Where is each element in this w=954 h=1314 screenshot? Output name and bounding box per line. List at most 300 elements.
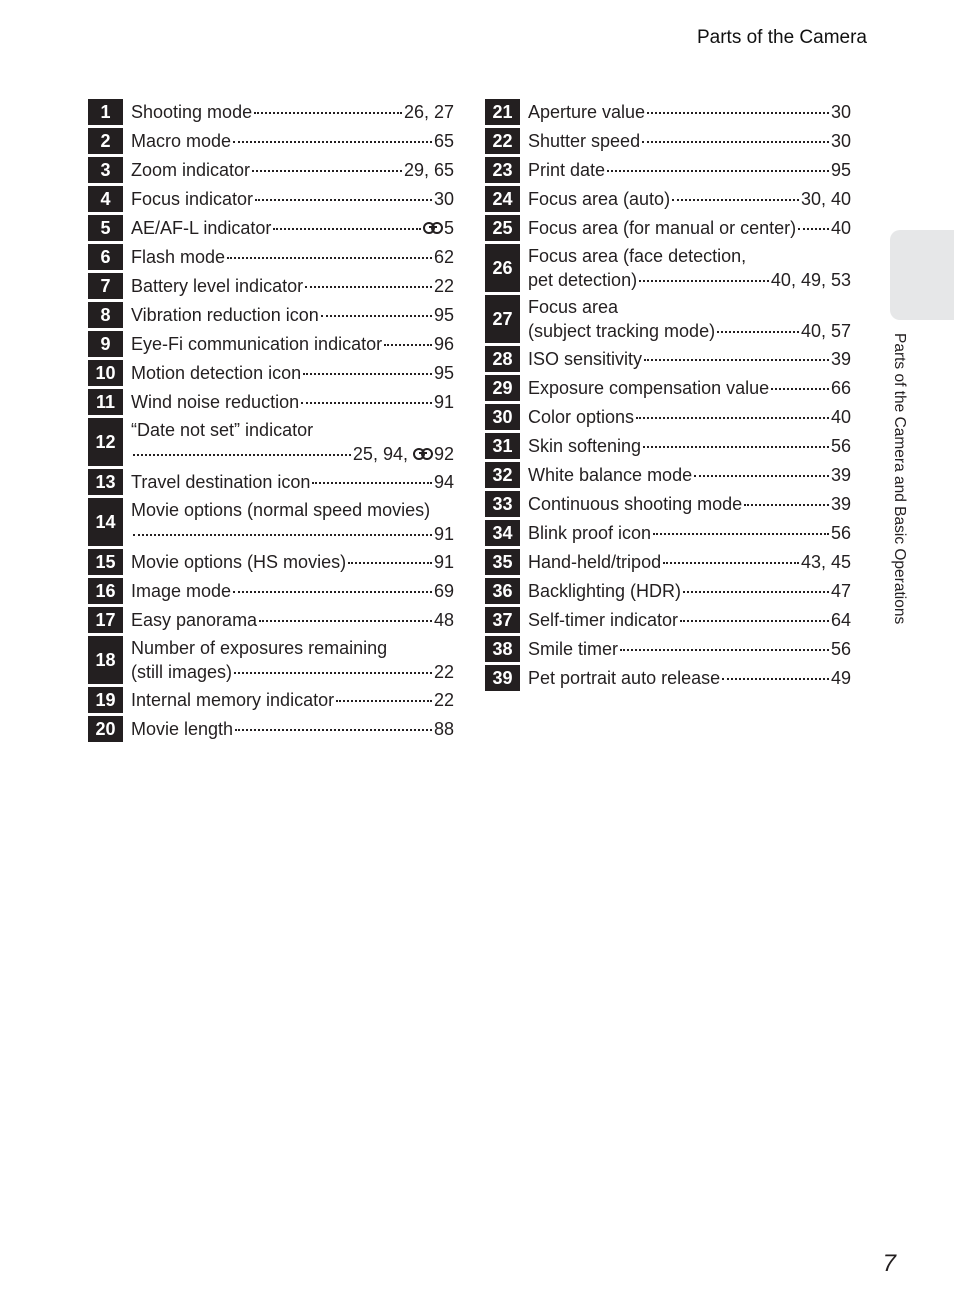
legend-item [88,716,454,742]
item-number-badge: 38 [485,636,520,662]
dot-leader [642,141,829,143]
item-number-badge: 16 [88,578,123,604]
page-numbers: 66 [830,378,851,398]
item-number-badge: 10 [88,360,123,386]
page-reference [831,100,851,124]
item-label: Flash mode [131,247,226,267]
item-entry [131,128,454,154]
page-reference [801,319,851,343]
item-entry [131,578,454,604]
dot-leader [235,729,432,731]
item-label: Shooting mode [131,102,253,122]
item-label: Movie options (HS movies) [131,552,347,572]
legend-item [88,636,454,684]
entry-line [131,579,454,603]
item-label: Image mode [131,581,232,601]
page-numbers: 88 [433,719,454,739]
dot-leader [722,678,829,680]
legend-item [88,687,454,713]
legend-item [88,215,454,241]
page-numbers: 22 [433,276,454,296]
item-label: Print date [528,160,606,180]
dot-leader [694,475,829,477]
item-number-badge: 9 [88,331,123,357]
page-reference [831,216,851,240]
entry-line [131,158,454,182]
item-number-badge: 1 [88,99,123,125]
item-number-badge: 23 [485,157,520,183]
legend-item [485,491,851,517]
entry-line [528,158,851,182]
item-entry [131,273,454,299]
legend-item [485,99,851,125]
legend-item [88,498,454,546]
dot-leader [636,417,829,419]
item-number-badge: 33 [485,491,520,517]
entry-line [131,717,454,741]
page-numbers: 95 [433,305,454,325]
page-numbers: 40 [830,218,851,238]
item-number-badge: 26 [485,244,520,292]
item-entry [528,636,851,662]
page-reference [771,268,851,292]
dot-leader [672,199,799,201]
page-numbers: 62 [433,247,454,267]
item-label: Macro mode [131,131,232,151]
entry-line [528,405,851,429]
dot-leader [644,359,829,361]
page-reference [831,579,851,603]
entry-line [131,550,454,574]
page-reference [831,521,851,545]
page-reference [801,187,851,211]
legend-item [88,360,454,386]
entry-line [528,608,851,632]
dot-leader [233,591,432,593]
item-number-badge: 32 [485,462,520,488]
page-reference [434,332,454,356]
item-entry [528,578,851,604]
dot-leader [255,199,432,201]
dot-leader [312,482,432,484]
item-entry [528,295,851,343]
page-reference [353,442,454,466]
legend-item [485,128,851,154]
item-label: Backlighting (HDR) [528,581,682,601]
side-tab-label: Parts of the Camera and Basic Operations [891,333,908,625]
legend-item [88,186,454,212]
item-label: Self-timer indicator [528,610,679,630]
item-label: Pet portrait auto release [528,668,721,688]
legend-item [88,157,454,183]
dot-leader [233,141,432,143]
legend-item [485,186,851,212]
item-label: Internal memory indicator [131,690,335,710]
entry-line [528,347,851,371]
item-entry [528,549,851,575]
dot-leader [273,228,421,230]
dot-leader [348,562,432,564]
entry-line [131,390,454,414]
item-number-badge: 36 [485,578,520,604]
page-reference [801,550,851,574]
page-numbers: 56 [830,523,851,543]
page-reference [434,717,454,741]
page-numbers: 30 [433,189,454,209]
legend-item [88,607,454,633]
page-numbers: 26, 27 [403,102,454,122]
item-label: Blink proof icon [528,523,652,543]
item-entry [528,462,851,488]
item-number-badge: 18 [88,636,123,684]
legend-item [485,244,851,292]
item-label: Battery level indicator [131,276,304,296]
item-number-badge: 37 [485,607,520,633]
page-numbers: 30 [830,131,851,151]
page-numbers: 39 [830,349,851,369]
legend-item [88,549,454,575]
item-number-badge: 2 [88,128,123,154]
dot-leader [303,373,432,375]
entry-line [131,245,454,269]
dot-leader [252,170,402,172]
dot-leader [336,700,432,702]
item-label: Continuous shooting mode [528,494,743,514]
page-numbers: 49 [830,668,851,688]
item-number-badge: 14 [88,498,123,546]
item-entry [528,99,851,125]
item-number-badge: 24 [485,186,520,212]
item-label: pet detection) [528,270,638,290]
entry-line [131,522,454,546]
item-label: Eye-Fi communication indicator [131,334,383,354]
item-entry [131,389,454,415]
item-number-badge: 8 [88,302,123,328]
page-numbers: 64 [830,610,851,630]
page-numbers: 22 [433,690,454,710]
page-reference [434,129,454,153]
legend-item [485,346,851,372]
item-entry [131,607,454,633]
page-numbers: 91 [433,552,454,572]
item-entry [528,607,851,633]
entry-line [528,637,851,661]
item-number-badge: 34 [485,520,520,546]
dot-leader [620,649,829,651]
entry-line [131,660,454,684]
page-reference [831,434,851,458]
dot-leader [639,280,769,282]
item-entry [131,687,454,713]
dot-leader [227,257,432,259]
item-number-badge: 25 [485,215,520,241]
entry-line [528,244,851,268]
page-reference [434,660,454,684]
entry-line [528,100,851,124]
entry-line [131,418,454,442]
item-entry [528,186,851,212]
page-numbers: 30, 40 [800,189,851,209]
item-number-badge: 13 [88,469,123,495]
item-number-badge: 29 [485,375,520,401]
legend-item [485,433,851,459]
item-number-badge: 39 [485,665,520,691]
legend-item [485,157,851,183]
item-entry [131,99,454,125]
entry-line [528,268,851,292]
entry-line [528,434,851,458]
legend-item [88,389,454,415]
entry-line [131,274,454,298]
item-number-badge: 6 [88,244,123,270]
item-label: Skin softening [528,436,642,456]
page-numbers: 94 [433,472,454,492]
page-reference [434,470,454,494]
page-numbers: 39 [830,494,851,514]
item-number-badge: 5 [88,215,123,241]
item-entry [528,491,851,517]
dot-leader [771,388,829,390]
legend-item [485,404,851,430]
item-label: Focus area (for manual or center) [528,218,797,238]
legend-item [485,375,851,401]
item-number-badge: 17 [88,607,123,633]
item-label: Movie length [131,719,234,739]
item-entry [528,128,851,154]
item-label: (still images) [131,662,233,682]
legend-item [485,462,851,488]
entry-line [131,470,454,494]
item-number-badge: 30 [485,404,520,430]
item-number-badge: 28 [485,346,520,372]
dot-leader [653,533,829,535]
item-label: Focus area [528,297,619,317]
legend-item [485,578,851,604]
page-numbers: 56 [830,436,851,456]
dot-leader [607,170,829,172]
page-reference [434,550,454,574]
page-reference [434,608,454,632]
item-entry [131,469,454,495]
legend-item [485,549,851,575]
item-number-badge: 19 [88,687,123,713]
page-reference [434,579,454,603]
page-reference [434,303,454,327]
reference-icon [413,448,433,460]
page-reference [404,100,454,124]
page-reference [831,129,851,153]
item-entry [528,157,851,183]
entry-line [528,216,851,240]
page-numbers: 40, 57 [800,321,851,341]
item-entry [131,498,454,546]
item-label: Color options [528,407,635,427]
dot-leader [384,344,432,346]
page-numbers: 47 [830,581,851,601]
page-reference [434,274,454,298]
item-entry [528,665,851,691]
dot-leader [663,562,799,564]
legend-item [88,469,454,495]
item-number-badge: 27 [485,295,520,343]
item-number-badge: 7 [88,273,123,299]
item-entry [528,244,851,292]
item-label: Number of exposures remaining [131,638,388,658]
item-number-badge: 35 [485,549,520,575]
page-reference [831,492,851,516]
item-label: Hand-held/tripod [528,552,662,572]
page-reference [404,158,454,182]
page-numbers: 95 [830,160,851,180]
item-entry [131,716,454,742]
item-label: Movie options (normal speed movies) [131,500,431,520]
item-label: Wind noise reduction [131,392,300,412]
entry-line [131,332,454,356]
legend-item [88,244,454,270]
page-reference [831,405,851,429]
legend-item [485,665,851,691]
entry-line [131,216,454,240]
legend-item [88,331,454,357]
item-label: Zoom indicator [131,160,251,180]
page-reference [434,245,454,269]
item-label: Easy panorama [131,610,258,630]
page-reference [434,522,454,546]
page-numbers: 30 [830,102,851,122]
item-label: Motion detection icon [131,363,302,383]
item-label: AE/AF-L indicator [131,218,272,238]
item-entry [131,302,454,328]
item-entry [131,549,454,575]
legend-item [88,578,454,604]
dot-leader [301,402,432,404]
item-number-badge: 3 [88,157,123,183]
dot-leader [259,620,432,622]
entry-line [528,579,851,603]
page-numbers: 43, 45 [800,552,851,572]
entry-line [528,376,851,400]
item-label: White balance mode [528,465,693,485]
side-tab [890,230,954,320]
item-label: Vibration reduction icon [131,305,319,325]
entry-line [131,303,454,327]
item-number-badge: 15 [88,549,123,575]
legend-item [485,215,851,241]
legend-item [485,295,851,343]
legend-item [88,128,454,154]
entry-line [131,187,454,211]
dot-leader [647,112,829,114]
page-numbers: 40, 49, 53 [770,270,851,290]
item-entry [528,520,851,546]
item-label: Focus area (face detection, [528,246,747,266]
dot-leader [254,112,402,114]
item-entry [131,418,454,466]
page-reference [423,216,454,240]
item-entry [131,186,454,212]
reference-icon [423,222,443,234]
page-numbers: 96 [433,334,454,354]
left-legend-list [88,99,454,745]
page-number: 7 [882,1250,896,1277]
page-numbers: 91 [433,524,454,544]
dot-leader [798,228,829,230]
entry-line [131,608,454,632]
item-label: Focus indicator [131,189,254,209]
item-number-badge: 22 [485,128,520,154]
entry-line [131,498,454,522]
item-label: ISO sensitivity [528,349,643,369]
page-reference [831,463,851,487]
dot-leader [133,534,432,536]
entry-line [131,100,454,124]
item-entry [131,331,454,357]
dot-leader [717,331,799,333]
item-number-badge: 20 [88,716,123,742]
item-entry [131,636,454,684]
entry-line [131,688,454,712]
item-label: (subject tracking mode) [528,321,716,341]
entry-line [131,129,454,153]
page-reference [434,390,454,414]
page-numbers: 40 [830,407,851,427]
page-reference [434,688,454,712]
item-entry [528,346,851,372]
legend-item [88,99,454,125]
legend-item [485,636,851,662]
entry-line [528,550,851,574]
item-entry [528,433,851,459]
page-numbers: 25, 94, [352,444,413,464]
dot-leader [643,446,829,448]
legend-item [485,520,851,546]
dot-leader [133,454,351,456]
page-numbers: 56 [830,639,851,659]
item-entry [131,215,454,241]
entry-line [528,187,851,211]
page-numbers: 29, 65 [403,160,454,180]
item-label: Smile timer [528,639,619,659]
entry-line [528,319,851,343]
entry-line [131,636,454,660]
entry-line [528,492,851,516]
dot-leader [305,286,432,288]
section-header: Parts of the Camera [696,27,867,48]
page-reference [831,158,851,182]
item-label: Exposure compensation value [528,378,770,398]
entry-line [131,442,454,466]
page-numbers: 69 [433,581,454,601]
page-numbers: 95 [433,363,454,383]
dot-leader [683,591,829,593]
entry-line [528,295,851,319]
dot-leader [744,504,829,506]
legend-item [485,607,851,633]
page-numbers: 5 [443,218,454,238]
item-number-badge: 31 [485,433,520,459]
dot-leader [321,315,432,317]
item-label: Shutter speed [528,131,641,151]
item-label: Focus area (auto) [528,189,671,209]
item-label: Travel destination icon [131,472,311,492]
item-number-badge: 4 [88,186,123,212]
item-number-badge: 11 [88,389,123,415]
entry-line [131,361,454,385]
item-label: “Date not set” indicator [131,420,314,440]
page-reference [831,347,851,371]
item-entry [528,404,851,430]
page-reference [434,187,454,211]
